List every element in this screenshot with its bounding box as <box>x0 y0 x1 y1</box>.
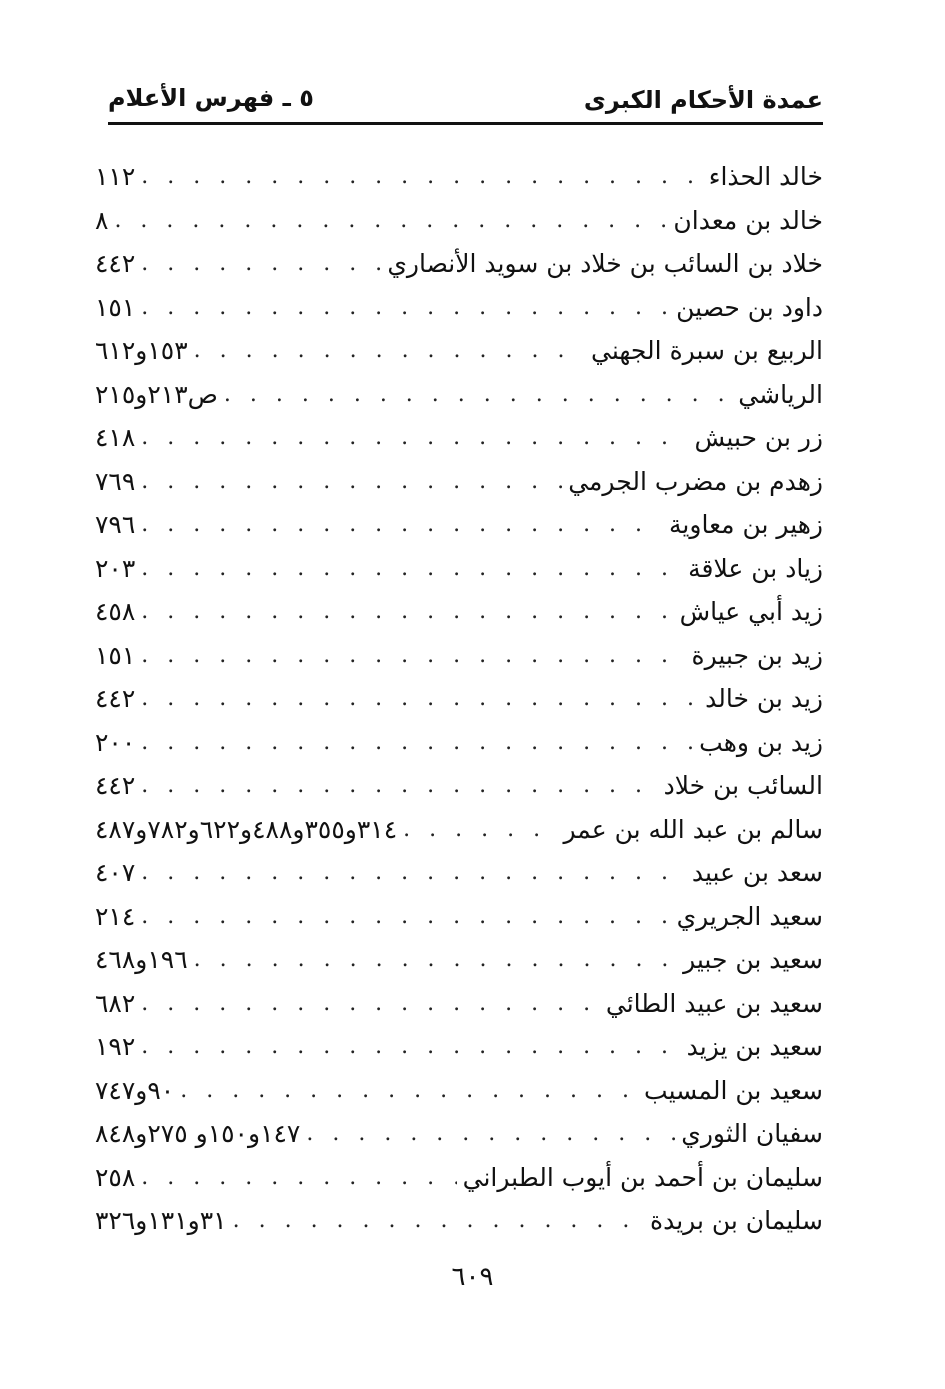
index-entry <box>95 895 823 939</box>
dot-leader <box>397 817 557 842</box>
entry-pages: ٣١و١٣١و٣٢٦ <box>95 1206 227 1236</box>
index-entry <box>95 764 823 808</box>
dot-leader <box>218 382 732 407</box>
entry-name: زهدم بن مضرب الجرمي <box>568 466 823 496</box>
entry-pages: ٧٩٦ <box>95 510 136 540</box>
entry-name: الرياشي <box>738 379 823 409</box>
entry-name: سعيد بن يزيد <box>686 1032 823 1062</box>
dot-leader <box>227 1208 644 1233</box>
entry-pages: ٣١٤و٣٥٥و٤٨٨و٦٢٢و٧٨٢و٤٨٧ <box>95 814 398 844</box>
entry-pages: ٤٠٧ <box>95 858 136 888</box>
index-entry <box>95 547 823 591</box>
dot-leader <box>135 1165 456 1190</box>
dot-leader <box>135 686 699 711</box>
entry-name: سعد بن عبيد <box>691 858 823 888</box>
dot-leader <box>135 1034 680 1059</box>
dot-leader <box>135 991 600 1016</box>
dot-leader <box>135 556 682 581</box>
page-number: ٦٠٩ <box>451 1262 494 1292</box>
entry-pages: ٧٦٩ <box>95 466 136 496</box>
dot-leader <box>135 469 562 494</box>
entry-pages: ٤٤٢ <box>95 249 136 279</box>
entry-pages: ٢٠٠ <box>95 727 136 757</box>
entry-name: خالد الحذاء <box>708 162 823 192</box>
header-rule <box>108 122 823 125</box>
entry-name: داود بن حصين <box>676 292 823 322</box>
dot-leader <box>135 730 693 755</box>
entry-pages: ٦٨٢ <box>95 988 136 1018</box>
index-entry <box>95 1069 823 1113</box>
entry-pages: ١١٢ <box>95 162 136 192</box>
dot-leader <box>108 208 667 233</box>
entry-pages: ١٤٧و١٥٠و ٢٧٥و٨٤٨ <box>95 1119 301 1149</box>
dot-leader <box>135 643 685 668</box>
entry-name: زيد أبي عياش <box>679 597 823 627</box>
entry-name: خالد بن معدان <box>673 205 823 235</box>
entry-pages: ٤٥٨ <box>95 597 136 627</box>
entry-name: سعيد بن عبيد الطائي <box>605 988 823 1018</box>
index-entry <box>95 1025 823 1069</box>
dot-leader <box>188 338 585 363</box>
entry-pages: ٩٠و٧٤٧ <box>95 1075 175 1105</box>
entry-pages: ١٩٦و٤٦٨ <box>95 945 188 975</box>
index-entry <box>95 851 823 895</box>
index-entry <box>95 982 823 1026</box>
entry-name: زهير بن معاوية <box>669 510 823 540</box>
index-entry <box>95 721 823 765</box>
entry-name: سليمان بن أحمد بن أيوب الطبراني <box>462 1162 823 1192</box>
entry-name: الربيع بن سبرة الجهني <box>591 336 823 366</box>
entry-name: سفيان الثوري <box>681 1119 823 1149</box>
entry-name: زياد بن علاقة <box>688 553 823 583</box>
dot-leader <box>135 512 663 537</box>
entry-pages: ص٢١٣و٢١٥ <box>95 379 218 409</box>
index-entry <box>95 808 823 852</box>
entry-pages: ٤٤٢ <box>95 771 136 801</box>
entry-pages: ٤٤٢ <box>95 684 136 714</box>
dot-leader <box>135 904 670 929</box>
entry-pages: ١٥٣و٦١٢ <box>95 336 188 366</box>
dot-leader <box>135 599 673 624</box>
index-entry <box>95 155 823 199</box>
index-entry <box>95 634 823 678</box>
entry-name: سالم بن عبد الله بن عمر <box>563 814 823 844</box>
entry-name: زيد بن جبيرة <box>691 640 823 670</box>
dot-leader <box>300 1121 675 1146</box>
index-entry <box>95 1199 823 1243</box>
index-entry <box>95 242 823 286</box>
index-entry <box>95 199 823 243</box>
entry-pages: ٤١٨ <box>95 423 136 453</box>
entry-pages: ١٥١ <box>95 640 136 670</box>
entry-name: سليمان بن بريدة <box>649 1206 823 1236</box>
section-title: ٥ ـ فهرس الأعلام <box>108 84 314 112</box>
index-entry <box>95 590 823 634</box>
entry-name: زيد بن وهب <box>699 727 823 757</box>
index-entry <box>95 416 823 460</box>
index-entry <box>95 286 823 330</box>
book-title: عمدة الأحكام الكبرى <box>583 86 823 114</box>
entry-pages: ١٥١ <box>95 292 136 322</box>
dot-leader <box>135 860 686 885</box>
index-entry <box>95 329 823 373</box>
entry-name: زيد بن خالد <box>705 684 823 714</box>
index-entry <box>95 1156 823 1200</box>
entry-pages: ٢١٤ <box>95 901 136 931</box>
running-header <box>108 80 823 120</box>
entry-name: زر بن حبيش <box>694 423 823 453</box>
index-entry <box>95 373 823 417</box>
dot-leader <box>135 295 670 320</box>
dot-leader <box>188 947 677 972</box>
index-entry <box>95 677 823 721</box>
index-entry <box>95 938 823 982</box>
entry-name: سعيد بن المسيب <box>644 1075 823 1105</box>
entry-pages: ٢٥٨ <box>95 1162 136 1192</box>
entry-name: السائب بن خلاد <box>663 771 823 801</box>
dot-leader <box>135 164 702 189</box>
entry-pages: ٨ <box>95 205 109 235</box>
entry-pages: ١٩٢ <box>95 1032 136 1062</box>
index-entry <box>95 1112 823 1156</box>
dot-leader <box>135 773 657 798</box>
dot-leader <box>174 1078 638 1103</box>
index-entry <box>95 460 823 504</box>
entry-name: سعيد بن جبير <box>683 945 823 975</box>
names-index-list <box>95 155 823 1243</box>
entry-pages: ٢٠٣ <box>95 553 136 583</box>
index-entry <box>95 503 823 547</box>
dot-leader <box>135 425 688 450</box>
dot-leader <box>135 251 381 276</box>
entry-name: خلاد بن السائب بن خلاد بن سويد الأنصاري <box>387 249 823 279</box>
entry-name: سعيد الجريري <box>676 901 823 931</box>
